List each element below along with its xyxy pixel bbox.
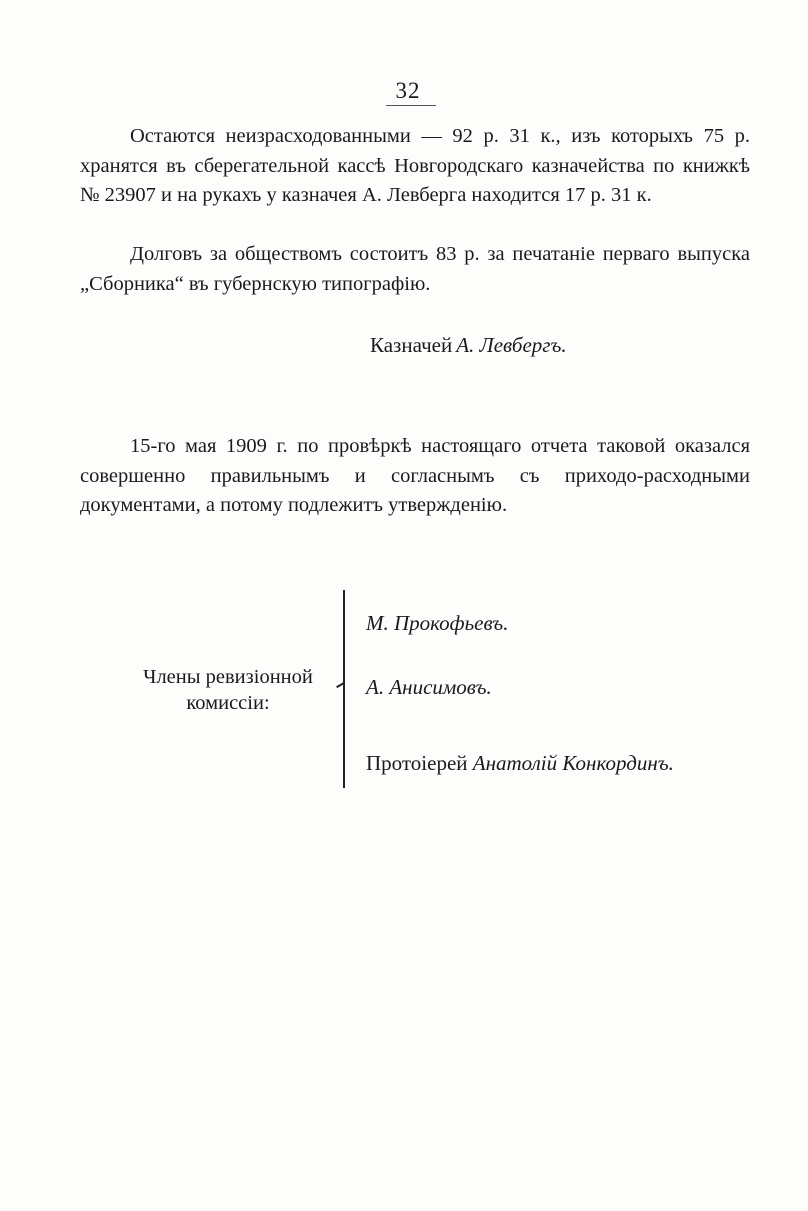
treasurer-signature: [370, 333, 567, 358]
member-3-name: Анатолій Конкординъ.: [472, 751, 674, 775]
member-3: [366, 751, 674, 776]
page-number: 32: [395, 78, 421, 103]
brace: [343, 598, 345, 788]
page-number-rule: [386, 105, 436, 106]
treasurer-name: А. Левбергъ.: [456, 333, 567, 357]
treasurer-title: Казначей: [370, 333, 453, 357]
member-3-prefix: Протоіерей: [366, 751, 468, 775]
paragraph-audit: 15-го мая 1909 г. по провѣркѣ настоящаго отчета таковой оказался совершенно правильнымъ и согласнымъ съ приходо-расходными документами, а потому подлежитъ утвержденію.: [80, 435, 750, 516]
paragraph-remaining-funds: Остаются неизрасходованными — 92 р. 31 к., изъ которыхъ 75 р. хранятся въ сберегательной кассѣ Новгородскаго казначейства по книжкѣ № 23907 и на рукахъ у казначея А. Левберга находится 17 р. 31 к.: [80, 125, 750, 206]
paragraph-debts: Долговъ за обществомъ состоитъ 83 р. за печатаніе перваго выпуска „Сборника“ въ губернскую типографію.: [80, 243, 750, 295]
member-2-name: А. Анисимовъ.: [366, 675, 492, 699]
member-1-name: М. Прокофьевъ.: [366, 611, 509, 635]
commission-label: Члены ревизіонной комиссіи:: [143, 666, 313, 714]
